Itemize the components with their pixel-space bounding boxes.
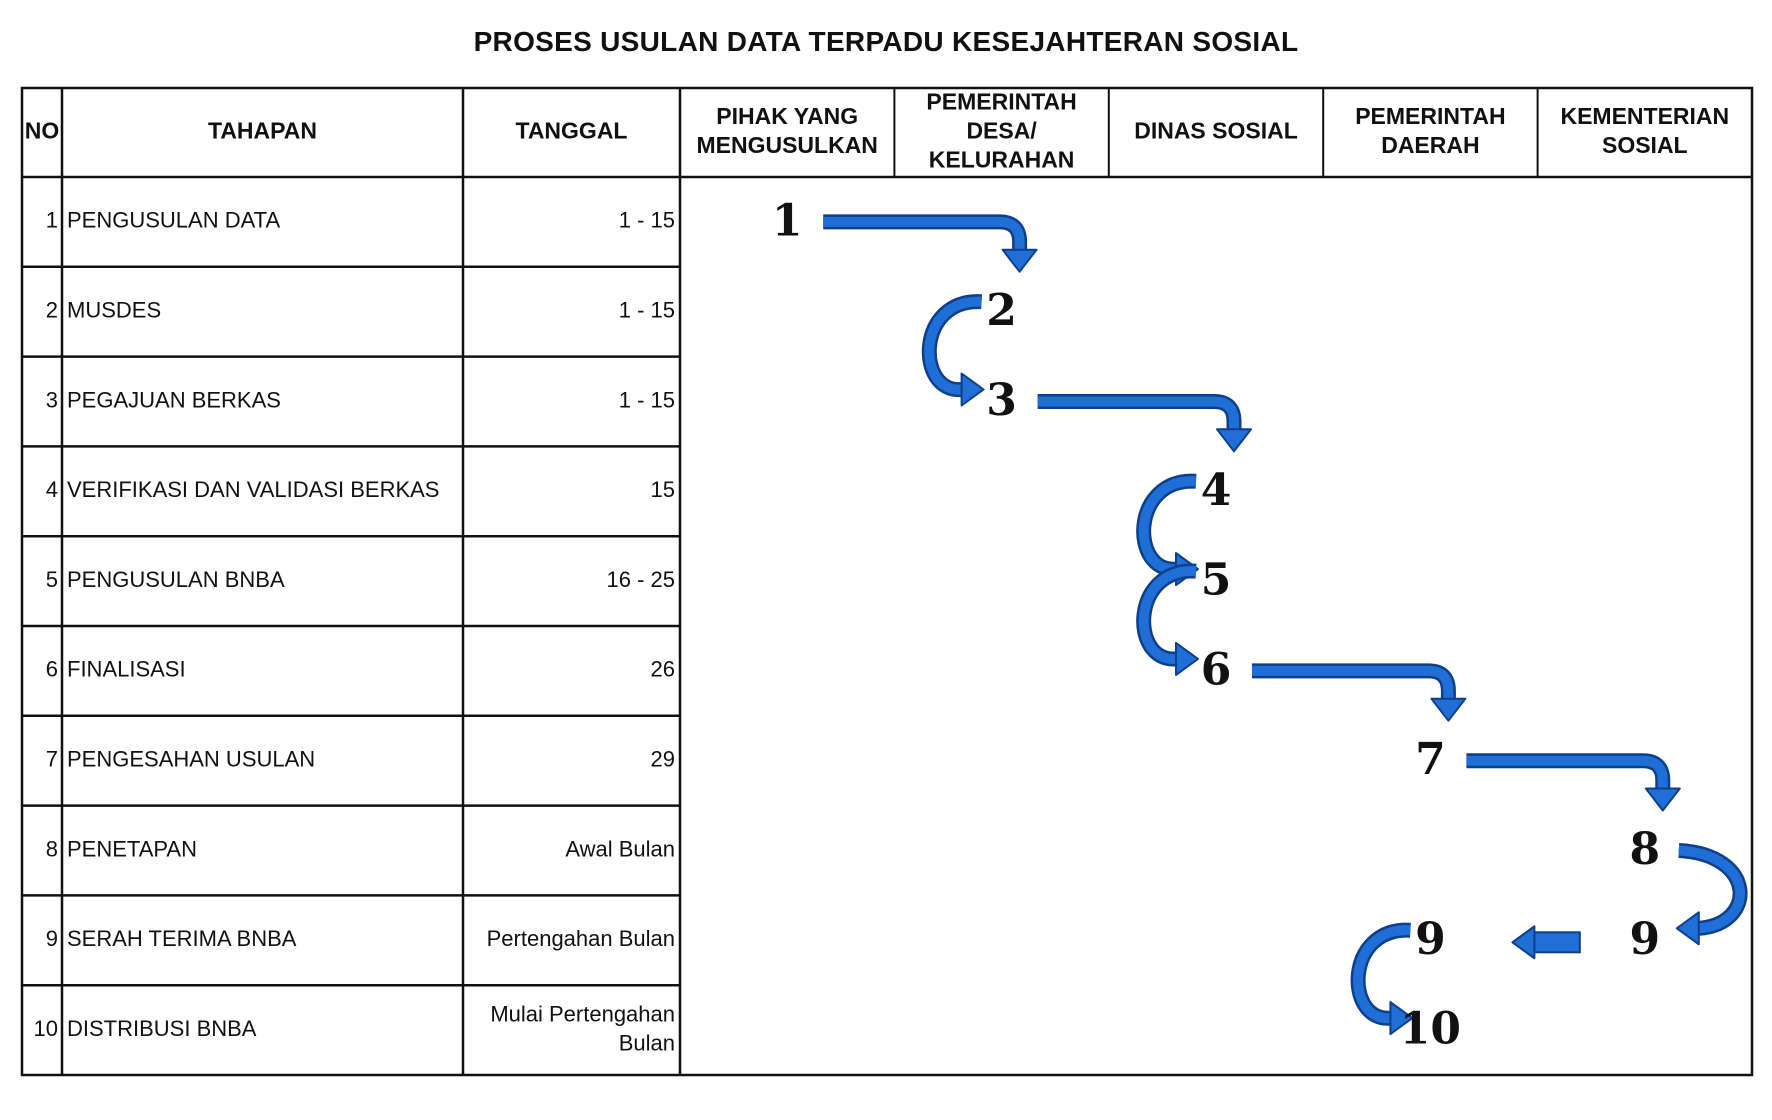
flow-arrow-7	[1466, 761, 1662, 791]
row-tanggal: 26	[650, 656, 675, 682]
flow-arrow-6	[1252, 671, 1448, 701]
table-row	[46, 836, 675, 861]
flow-node-8: 8	[1629, 824, 1661, 875]
table-body	[34, 208, 675, 1056]
flow-arrow-9	[1530, 932, 1579, 952]
row-number: 10	[33, 1015, 58, 1041]
flow-arrow-8-head	[1677, 912, 1699, 944]
row-number: 8	[45, 836, 58, 862]
flow-arrow-5-head	[1176, 643, 1198, 675]
flow-arrow-6-head	[1431, 699, 1465, 721]
row-number: 1	[45, 207, 58, 233]
row-tahapan: PENGESAHAN USULAN	[67, 746, 316, 772]
row-tanggal: 16 - 25	[606, 566, 675, 592]
flow-node-2: 2	[986, 285, 1017, 337]
row-number: 2	[45, 297, 58, 323]
header-lane-1: MENGUSULKAN	[696, 132, 878, 159]
table-header	[25, 89, 1729, 173]
row-number: 6	[45, 656, 58, 682]
row-tanggal: 1 - 15	[618, 207, 675, 233]
header-lane-4: DAERAH	[1381, 132, 1480, 159]
flow-node-6: 6	[1200, 644, 1232, 696]
row-number: 7	[45, 746, 58, 772]
flow-arrow-7-head	[1646, 789, 1680, 811]
flow-arrows	[823, 222, 1740, 1034]
row-tanggal: 29	[650, 746, 675, 772]
table-row	[34, 1001, 675, 1055]
flow-node-1: 1	[771, 195, 803, 247]
header-tanggal: TANGGAL	[515, 117, 628, 144]
header-lane-2: DESA/	[966, 117, 1037, 144]
flow-node-9: 9	[1415, 913, 1446, 965]
table-row	[46, 926, 675, 951]
flow-arrow-3	[1038, 402, 1234, 432]
flow-node-10: 10	[1399, 1003, 1462, 1055]
row-tanggal: 15	[650, 477, 675, 503]
header-tahapan: TAHAPAN	[207, 117, 318, 144]
flow-arrow-2-head	[962, 374, 984, 406]
flow-arrow-1	[823, 222, 1019, 252]
flow-arrow-3-head	[1217, 429, 1251, 451]
header-lane-5: SOSIAL	[1601, 132, 1688, 159]
table-row	[46, 747, 675, 772]
flow-node-3: 3	[986, 375, 1017, 426]
row-tanggal: 1 - 15	[618, 387, 675, 413]
row-tahapan: VERIFIKASI DAN VALIDASI BERKAS	[67, 477, 440, 503]
flow-node-9: 9	[1629, 913, 1661, 965]
table-row	[46, 477, 675, 502]
header-lane-5: KEMENTERIAN	[1560, 103, 1730, 130]
header-lane-2: KELURAHAN	[928, 146, 1075, 173]
header-no: NO	[24, 117, 60, 144]
table-row	[46, 657, 675, 682]
row-tahapan: FINALISASI	[67, 656, 186, 682]
row-tahapan: PENGUSULAN BNBA	[67, 566, 285, 592]
row-tahapan: MUSDES	[67, 297, 162, 323]
table-row	[46, 387, 675, 412]
header-lane-3: DINAS SOSIAL	[1134, 117, 1298, 144]
flow-arrow-9-head	[1512, 926, 1534, 958]
row-number: 4	[45, 477, 58, 503]
flow-arrow-1-head	[1003, 250, 1037, 272]
header-lane-4: PEMERINTAH	[1355, 103, 1506, 130]
row-tahapan: DISTRIBUSI BNBA	[67, 1015, 257, 1041]
flow-node-5: 5	[1200, 554, 1232, 606]
table-row	[46, 567, 675, 592]
table-row	[46, 298, 675, 323]
header-lane-2: PEMERINTAH	[926, 88, 1077, 115]
header-lane-1: PIHAK YANG	[716, 103, 859, 130]
row-tanggal: Pertengahan Bulan	[486, 926, 675, 952]
flow-nodes	[772, 195, 1660, 1054]
row-number: 5	[45, 566, 58, 592]
row-tahapan: SERAH TERIMA BNBA	[67, 926, 297, 952]
row-number: 9	[45, 926, 58, 952]
row-tanggal: 1 - 15	[618, 297, 675, 323]
row-tanggal: Awal Bulan	[565, 836, 675, 862]
row-tahapan: PENETAPAN	[67, 836, 197, 862]
row-tahapan: PEGAJUAN BERKAS	[67, 387, 281, 413]
page-title: PROSES USULAN DATA TERPADU KESEJAHTERAN SOSIAL	[473, 26, 1299, 57]
row-tanggal: Mulai Pertengahan	[490, 1001, 675, 1027]
flow-node-4: 4	[1200, 464, 1232, 516]
row-number: 3	[45, 387, 58, 413]
table-row	[46, 208, 675, 233]
flow-node-7: 7	[1415, 734, 1446, 786]
row-tanggal: Bulan	[618, 1030, 675, 1056]
row-tahapan: PENGUSULAN DATA	[67, 207, 281, 233]
